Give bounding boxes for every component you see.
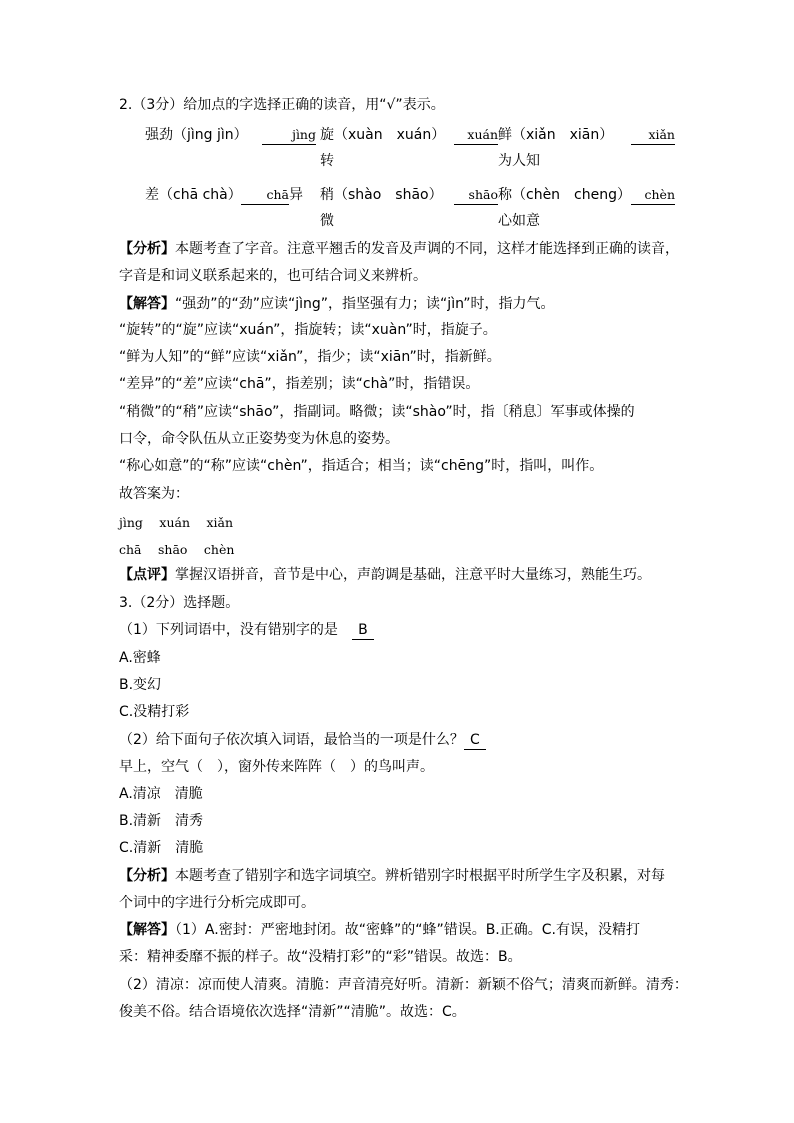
q2-final-answer-1: jìng xuán xiǎn bbox=[119, 515, 234, 530]
word-chenxinruyi-tail: 心如意 bbox=[498, 213, 540, 229]
answer-blank-qiangjin: jìng bbox=[262, 126, 316, 145]
q3-answer-line-1: 【解答】（1）A.密封：严密地封闭。故“密蜂”的“蜂”错误。B.正确。C.有误，没精打 bbox=[119, 922, 640, 938]
q2-comment: 【点评】掌握汉语拼音，音节是中心，声韵调是基础，注意平时大量练习，熟能生巧。 bbox=[119, 567, 651, 583]
q3-analysis-line-2: 个词中的字进行分析完成即可。 bbox=[119, 895, 315, 911]
q3-sub1-question: （1）下列词语中，没有错别字的是 B bbox=[119, 621, 374, 640]
q3-answer-line-4: 俊美不俗。结合语境依次选择“清新”“清脆”。故选：C。 bbox=[119, 1004, 466, 1020]
q2-answer-line-5: “稍微”的“稍”应读“shāo”，指副词。略微；读“shào”时，指〔稍息〕军事或体操的 bbox=[119, 404, 635, 420]
q2-final-answer-2: chā shāo chèn bbox=[119, 542, 235, 557]
q2-answer-line-1: 【解答】“强劲”的“劲”应读“jìng”，指坚强有力；读“jìn”时，指力气。 bbox=[119, 296, 555, 312]
q2-answer-line-3: “鲜为人知”的“鲜”应读“xiǎn”，指少；读“xiān”时，指新鲜。 bbox=[119, 349, 501, 365]
answer-blank-xuanzhuan: xuán bbox=[454, 126, 498, 145]
word-xianweirenzhi: 鲜（xiǎn xiān） bbox=[498, 127, 614, 143]
answer-blank-chenxinruyi: chèn bbox=[631, 186, 675, 205]
q3-sub2-sentence: 早上，空气（ ），窗外传来阵阵（ ）的鸟叫声。 bbox=[119, 759, 434, 775]
q2-analysis-line-2: 字音是和词义联系起来的，也可结合词义来辨析。 bbox=[119, 268, 427, 284]
q2-answer-line-7: “称心如意”的“称”应读“chèn”，指适合；相当；读“chēng”时，指叫，叫作。 bbox=[119, 458, 604, 474]
word-qiangjin: 强劲（jìng jìn） bbox=[145, 127, 248, 143]
q3-analysis-line-1: 【分析】本题考查了错别字和选字词填空。辨析错别字时根据平时所学生字及积累，对每 bbox=[119, 868, 665, 884]
q2-analysis-line-1: 【分析】本题考查了字音。注意平翘舌的发音及声调的不同，这样才能选择到正确的读音， bbox=[119, 241, 679, 257]
question-2-stem: 2.（3分）给加点的字选择正确的读音，用“√”表示。 bbox=[119, 97, 445, 113]
word-shaowei-tail: 微 bbox=[320, 213, 334, 229]
q3-sub1-option-c: C.没精打彩 bbox=[119, 704, 190, 720]
q3-answer-line-3: （2）清凉：凉而使人清爽。清脆：声音清亮好听。清新：新颖不俗气；清爽而新鲜。清秀： bbox=[119, 977, 688, 993]
word-chenxinruyi: 称（chèn cheng） bbox=[498, 187, 631, 203]
q3-sub2-option-a: A.清凉 清脆 bbox=[119, 786, 203, 802]
q2-so: 故答案为： bbox=[119, 486, 189, 502]
q3-sub1-option-b: B.变幻 bbox=[119, 677, 162, 693]
answer-blank-xianweirenzhi: xiǎn bbox=[631, 126, 675, 145]
q3-sub2-option-c: C.清新 清脆 bbox=[119, 840, 204, 856]
q3-sub2-option-b: B.清新 清秀 bbox=[119, 813, 204, 829]
word-shaowei: 稍（shào shāo） bbox=[320, 187, 443, 203]
answer-blank-chayi: chā异 bbox=[241, 186, 303, 205]
q3-sub1-answer: B bbox=[352, 621, 374, 640]
answer-blank-shaowei: shāo bbox=[454, 186, 498, 205]
q2-answer-line-6: 口令，命令队伍从立正姿势变为休息的姿势。 bbox=[119, 431, 399, 447]
word-xuanzhuan: 旋（xuàn xuán） bbox=[320, 127, 446, 143]
q3-sub2-question: （2）给下面句子依次填入词语，最恰当的一项是什么？ C bbox=[119, 731, 486, 750]
q3-sub1-option-a: A.密蜂 bbox=[119, 650, 161, 666]
word-xuanzhuan-tail: 转 bbox=[320, 153, 334, 169]
q2-answer-line-4: “差异”的“差”应读“chā”，指差别；读“chà”时，指错误。 bbox=[119, 376, 480, 392]
q3-answer-line-2: 采：精神委靡不振的样子。故“没精打彩”的“彩”错误。故选：B。 bbox=[119, 949, 522, 965]
q3-sub2-answer: C bbox=[464, 731, 486, 750]
q2-answer-line-2: “旋转”的“旋”应读“xuán”，指旋转；读“xuàn”时，指旋子。 bbox=[119, 322, 497, 338]
question-3-stem: 3.（2分）选择题。 bbox=[119, 595, 240, 611]
word-chayi: 差（chā chà） bbox=[145, 187, 242, 203]
word-xianweirenzhi-tail: 为人知 bbox=[498, 153, 540, 169]
